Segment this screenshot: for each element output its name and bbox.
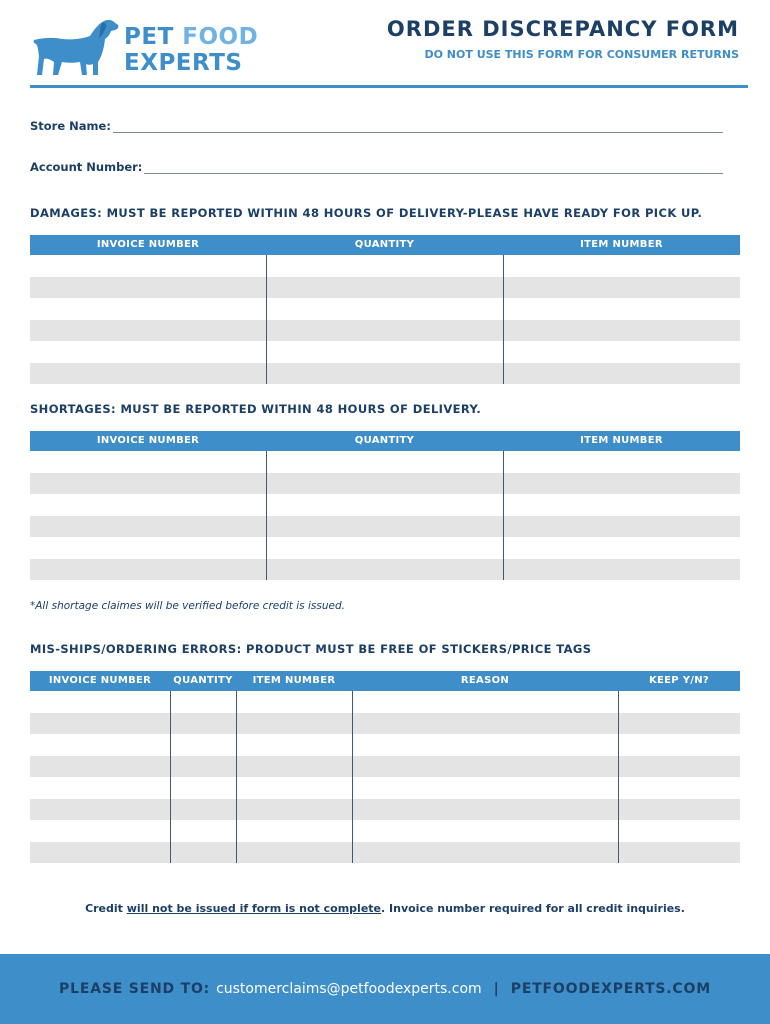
table-row[interactable] (30, 713, 740, 735)
send-to-label: PLEASE SEND TO: (59, 981, 211, 997)
table-row[interactable] (30, 320, 740, 342)
table-header (30, 431, 740, 451)
table-row[interactable] (30, 799, 740, 821)
store-name-field[interactable] (30, 119, 723, 133)
column-header: QUANTITY (354, 435, 415, 446)
footer-separator: | (493, 981, 499, 997)
damages-table (30, 235, 740, 384)
table-row[interactable] (30, 777, 740, 799)
column-divider (352, 691, 353, 863)
account-number-label: Account Number: (30, 160, 143, 174)
footer-bar (0, 954, 770, 1024)
column-header: QUANTITY (173, 675, 233, 686)
shortages-title: SHORTAGES: MUST BE REPORTED WITHIN 48 HOURS OF DELIVERY. (30, 402, 482, 416)
dog-icon (32, 18, 120, 78)
damages-title: DAMAGES: MUST BE REPORTED WITHIN 48 HOURS OF DELIVERY-PLEASE HAVE READY FOR PICK UP. (30, 206, 703, 220)
logo-experts: EXPERTS (124, 50, 243, 76)
column-divider (170, 691, 171, 863)
store-name-label: Store Name: (30, 119, 111, 133)
table-row[interactable] (30, 255, 740, 277)
column-divider (503, 451, 504, 580)
account-number-line[interactable] (144, 162, 723, 174)
table-row[interactable] (30, 820, 740, 842)
store-name-line[interactable] (113, 121, 723, 133)
header-divider (30, 85, 748, 88)
table-header (30, 235, 740, 255)
column-header: KEEP Y/N? (649, 675, 709, 686)
credit-notice-emphasis: will not be issued if form is not complete (126, 902, 382, 915)
logo-food: FOOD (182, 24, 259, 50)
table-row[interactable] (30, 298, 740, 320)
column-header: INVOICE NUMBER (96, 435, 200, 446)
table-row[interactable] (30, 734, 740, 756)
column-header: ITEM NUMBER (252, 675, 336, 686)
table-header (30, 671, 740, 691)
page-subtitle: DO NOT USE THIS FORM FOR CONSUMER RETURNS (424, 48, 739, 61)
table-row[interactable] (30, 559, 740, 581)
table-row[interactable] (30, 842, 740, 864)
column-header: ITEM NUMBER (580, 239, 663, 250)
table-row[interactable] (30, 451, 740, 473)
table-row[interactable] (30, 691, 740, 713)
shortages-table (30, 431, 740, 580)
column-divider (236, 691, 237, 863)
table-row[interactable] (30, 756, 740, 778)
table-body[interactable] (30, 691, 740, 863)
misships-table (30, 671, 740, 863)
logo (32, 18, 262, 80)
table-row[interactable] (30, 473, 740, 495)
column-header: REASON (460, 675, 510, 686)
column-header: QUANTITY (354, 239, 415, 250)
credit-notice (0, 902, 770, 915)
table-body[interactable] (30, 451, 740, 580)
shortage-note: *All shortage claimes will be verified before credit is issued. (30, 600, 345, 612)
column-divider (266, 255, 267, 384)
credit-notice-part1: Credit (85, 902, 127, 915)
table-row[interactable] (30, 537, 740, 559)
column-header: INVOICE NUMBER (48, 675, 152, 686)
contact-email-link[interactable]: customerclaims@petfoodexperts.com (216, 981, 482, 997)
column-header: ITEM NUMBER (580, 435, 663, 446)
table-row[interactable] (30, 494, 740, 516)
column-divider (618, 691, 619, 863)
table-row[interactable] (30, 516, 740, 538)
website-link[interactable]: PETFOODEXPERTS.COM (510, 981, 711, 997)
logo-wordmark (124, 24, 258, 76)
table-row[interactable] (30, 277, 740, 299)
page-title: ORDER DISCREPANCY FORM (386, 17, 739, 41)
logo-pet: PET (124, 24, 174, 50)
credit-notice-part3: . Invoice number required for all credit inquiries. (381, 902, 685, 915)
misships-title: MIS-SHIPS/ORDERING ERRORS: PRODUCT MUST BE FREE OF STICKERS/PRICE TAGS (30, 642, 592, 656)
column-header: INVOICE NUMBER (96, 239, 200, 250)
column-divider (503, 255, 504, 384)
table-row[interactable] (30, 363, 740, 385)
column-divider (266, 451, 267, 580)
table-body[interactable] (30, 255, 740, 384)
account-number-field[interactable] (30, 160, 723, 174)
table-row[interactable] (30, 341, 740, 363)
